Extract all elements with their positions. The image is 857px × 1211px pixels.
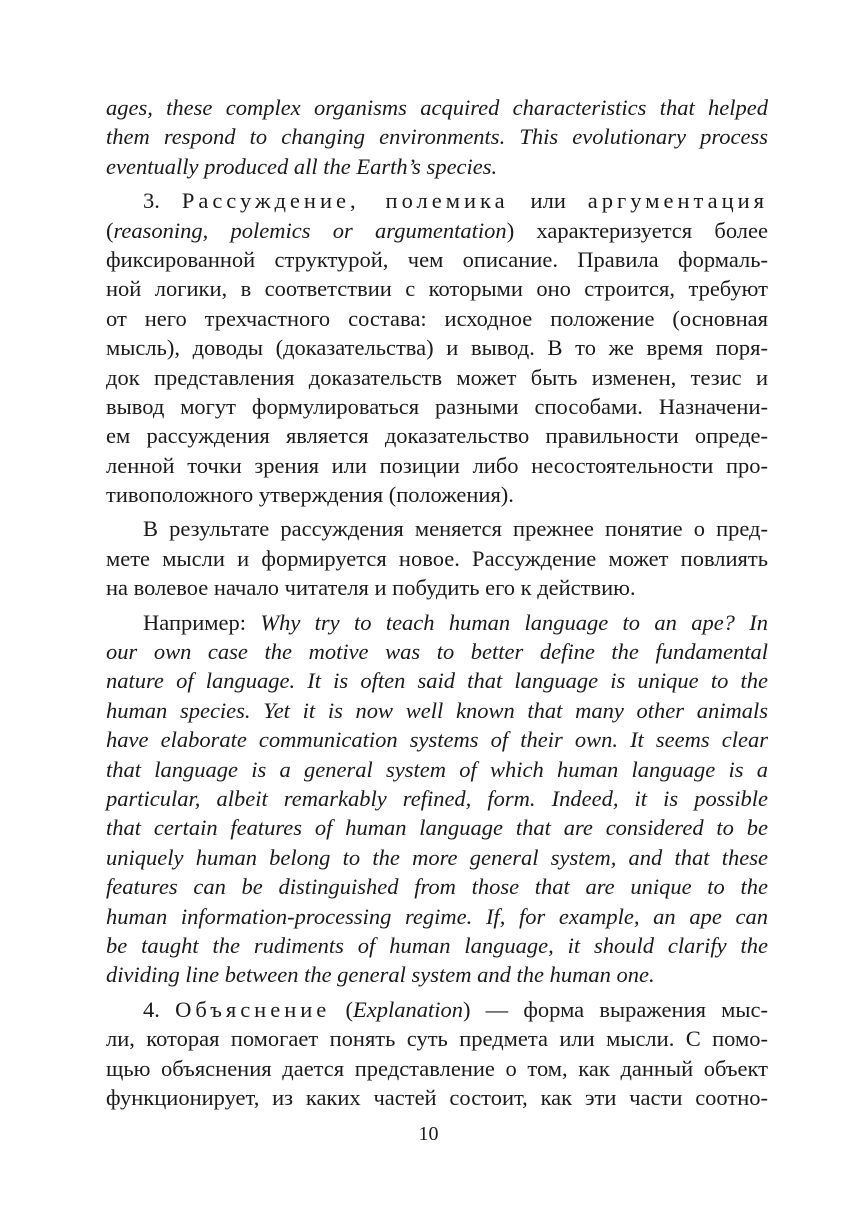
text-run: функционирует, из каких частей состоит, как эти части соотно- xyxy=(106,1084,768,1110)
text-run: на волевое начало читателя и побудить его к действию. xyxy=(106,575,636,601)
text-line xyxy=(106,274,768,303)
italic-text: that language is a general system of which human language is a xyxy=(106,756,768,782)
text-line xyxy=(106,1024,768,1053)
text-run: фиксированной структурой, чем описание. Правила формаль- xyxy=(106,246,768,272)
italic-text: have elaborate communication systems of their own. It seems clear xyxy=(106,727,768,753)
text-line xyxy=(106,421,768,450)
text-line xyxy=(106,608,768,637)
italic-text: our own case the motive was to better define the fundamental xyxy=(106,639,768,665)
text-line xyxy=(106,93,768,122)
text-line xyxy=(106,1083,768,1112)
spaced-heading-text: Объяснение xyxy=(175,996,331,1022)
text-line xyxy=(106,514,768,543)
text-line xyxy=(106,872,768,901)
text-body xyxy=(106,93,768,1112)
text-run: от него трехчастного состава: исходное положение (основная xyxy=(106,305,768,331)
italic-text: human information-processing regime. If, for example, an ape can xyxy=(106,903,768,929)
text-run: щью объяснения дается представление о том, как данный объект xyxy=(106,1055,768,1081)
text-run: ) — форма выражения мыс- xyxy=(462,996,769,1022)
text-line xyxy=(106,666,768,695)
spaced-heading-text: аргументация xyxy=(587,188,769,214)
italic-text: Why try to teach human language to an ape? In xyxy=(260,609,769,635)
text-line xyxy=(106,813,768,842)
text-line xyxy=(106,1054,768,1083)
text-line xyxy=(106,245,768,274)
text-line xyxy=(106,755,768,784)
italic-text: them respond to changing environments. This evolutionary process xyxy=(106,124,768,150)
text-line xyxy=(106,122,768,151)
italic-text: dividing line between the general system and the human one. xyxy=(106,962,655,988)
text-line xyxy=(106,637,768,666)
text-run: ной логики, в соответствии с которыми оно строится, требуют xyxy=(106,276,768,302)
italic-text: particular, albeit remarkably refined, form. Indeed, it is possible xyxy=(106,785,768,811)
paragraph-reasoning-result xyxy=(106,514,768,602)
italic-text: that certain features of human language that are considered to be xyxy=(106,815,768,841)
text-line xyxy=(106,843,768,872)
italic-text: ages, these complex organisms acquired characteristics that helped xyxy=(106,95,768,120)
text-line xyxy=(106,480,768,509)
text-run: 3. xyxy=(143,188,182,214)
text-line xyxy=(106,216,768,245)
italic-text: nature of language. It is often said that language is unique to the xyxy=(106,668,768,694)
text-line xyxy=(106,544,768,573)
text-line xyxy=(106,392,768,421)
text-line xyxy=(106,304,768,333)
text-run: ( xyxy=(330,996,353,1022)
text-run: В результате рассуждения меняется прежнее понятие о пред- xyxy=(143,516,768,542)
text-line xyxy=(106,960,768,989)
spaced-heading-text: Рассуждение, полемика xyxy=(181,188,509,214)
text-line xyxy=(106,186,768,215)
text-line xyxy=(106,995,768,1024)
text-run: вывод могут формулироваться разными способами. Назначени- xyxy=(106,393,768,419)
text-line xyxy=(106,696,768,725)
paragraph-reasoning-example xyxy=(106,608,768,990)
paragraph-explanation xyxy=(106,995,768,1113)
text-line xyxy=(106,451,768,480)
text-line xyxy=(106,725,768,754)
text-run: 4. xyxy=(143,996,176,1022)
text-line xyxy=(106,573,768,602)
text-line xyxy=(106,363,768,392)
paragraph-reasoning xyxy=(106,186,768,509)
italic-text: reasoning, polemics or argumentation xyxy=(113,217,507,243)
text-run: Например: xyxy=(143,609,261,635)
text-run: ( xyxy=(106,217,114,243)
page-number: 10 xyxy=(418,1123,439,1145)
text-run: ) характеризуется более xyxy=(506,217,768,243)
text-run: ем рассуждения является доказательство правильности опреде- xyxy=(106,423,768,449)
italic-text: eventually produced all the Earth’s species. xyxy=(106,153,498,179)
paragraph-evolution-example xyxy=(106,93,768,181)
text-run: док представления доказательств может быть изменен, тезис и xyxy=(106,364,768,390)
text-run: или xyxy=(508,188,588,214)
text-line xyxy=(106,931,768,960)
text-line xyxy=(106,784,768,813)
text-run: мете мысли и формируется новое. Рассуждение может повлиять xyxy=(106,545,768,571)
italic-text: Explanation xyxy=(352,996,463,1022)
text-run: мысль), доводы (доказательства) и вывод. В то же время поря- xyxy=(106,335,768,361)
text-line xyxy=(106,902,768,931)
text-run: ли, которая помогает понять суть предмета или мысли. С помо- xyxy=(106,1026,768,1052)
italic-text: be taught the rudiments of human language, it should clarify the xyxy=(106,932,768,958)
text-run: ленной точки зрения или позиции либо несостоятельности про- xyxy=(106,452,768,478)
text-run: тивоположного утверждения (положения). xyxy=(106,482,514,508)
text-line xyxy=(106,152,768,181)
italic-text: human species. Yet it is now well known that many other animals xyxy=(106,697,768,723)
italic-text: features can be distinguished from those that are unique to the xyxy=(106,874,768,900)
text-line xyxy=(106,333,768,362)
italic-text: uniquely human belong to the more general system, and that these xyxy=(106,844,768,870)
